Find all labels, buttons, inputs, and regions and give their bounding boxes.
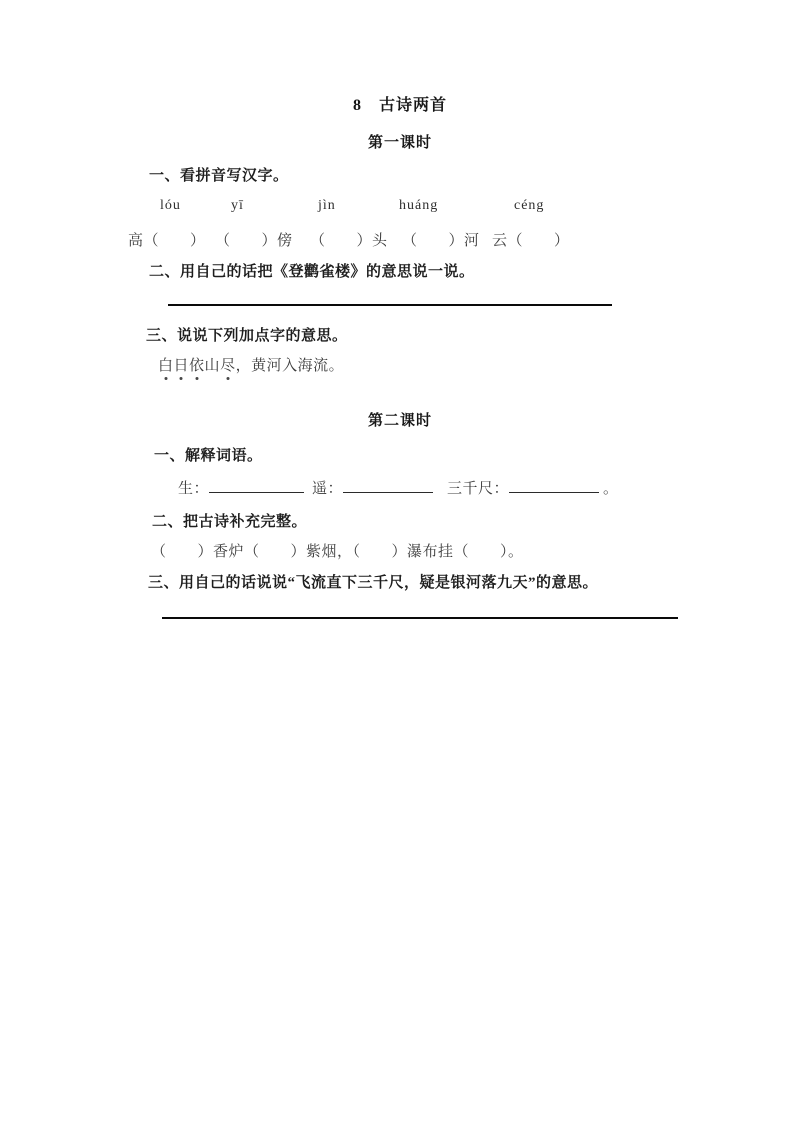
poem-line [158,354,344,375]
row-tail-period: 。 [603,481,619,497]
lesson1-heading: 第一课时 [367,135,432,151]
lesson2-q1-label: 一、解释词语。 [154,448,263,464]
pinyin-huang: huáng [399,198,439,213]
pinyin-lou: lóu [160,198,181,213]
poem-char: 。 [328,358,345,374]
poem-char: 依 [189,354,205,375]
lesson1-q2-label: 二、用自己的话把《登鹳雀楼》的意思说一说。 [149,264,475,280]
lesson1-q3-label: 三、说说下列加点字的意思。 [146,328,348,344]
term-sheng: 生： [178,481,210,497]
hanzi-slot-ceng: 云（ ） [492,233,570,249]
hanzi-slot-huang: （ ）河 [402,233,480,249]
pinyin-jin: jìn [318,198,336,213]
poem-completion-line: （ ）香炉（ ）紫烟，（ ）瀑布挂（ ）。 [151,544,524,560]
hanzi-slot-lou: 高（ ） [128,233,206,249]
lesson2-q2-label: 二、把古诗补充完整。 [152,514,308,530]
term-sanqianchi: 三千尺： [447,481,510,497]
poem-char: 尽 [220,354,236,375]
pinyin-ceng: céng [514,198,545,213]
poem-char: 黄 [251,358,267,374]
poem-char: 海 [297,358,314,374]
poem-char: 河 [266,358,283,374]
answer-line-1 [168,304,612,306]
poem-char: 白 [158,354,174,375]
lesson2-heading: 第二课时 [367,413,432,429]
answer-line-2 [162,617,678,619]
hanzi-slot-yi: （ ）傍 [215,233,293,249]
lesson1-q1-label: 一、看拼音写汉字。 [149,168,289,184]
hanzi-slot-jin: （ ）头 [310,233,388,249]
lesson2-q3-label: 三、用自己的话说说“飞流直下三千尺，疑是银河落九天”的意思。 [148,575,599,591]
poem-char: ， [235,358,252,374]
poem-char: 流 [313,358,329,374]
definition-blanks-row [178,477,619,498]
blank-line-yao [343,478,433,493]
pinyin-yi: yī [231,198,244,213]
poem-char: 山 [204,358,221,374]
poem-char: 入 [282,358,298,374]
term-yao: 遥： [312,481,344,497]
page-title: 8 古诗两首 [352,97,447,114]
blank-line-sanqianchi [509,478,599,493]
poem-char: 日 [174,354,190,375]
blank-line-sheng [209,478,304,493]
